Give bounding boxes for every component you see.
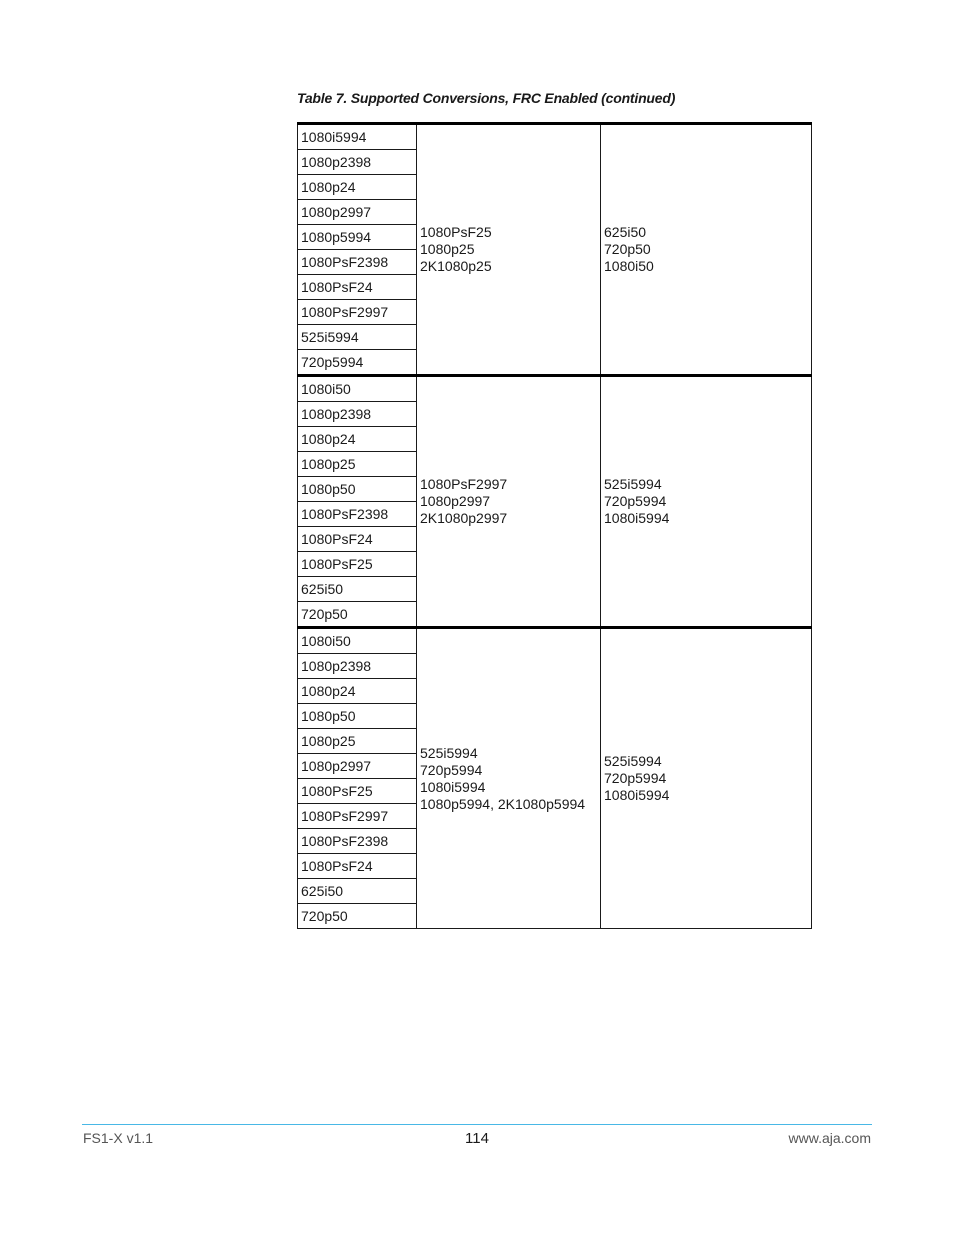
source-format-cell: 1080p2997: [298, 200, 417, 225]
format-line: 720p50: [604, 241, 651, 257]
source-format-cell: 1080i50: [298, 376, 417, 402]
table-row: [298, 124, 812, 150]
footer-page-number: 114: [465, 1130, 489, 1147]
format-line: 720p5994: [604, 493, 667, 509]
source-format-cell: 1080PsF2997: [298, 300, 417, 325]
source-format-cell: 720p50: [298, 602, 417, 628]
footer-rule: [82, 1124, 872, 1125]
source-format-cell: 1080PsF24: [298, 527, 417, 552]
source-format-cell: 1080p24: [298, 175, 417, 200]
source-format-cell: 1080i5994: [298, 124, 417, 150]
source-format-cell: 1080p2398: [298, 654, 417, 679]
format-line: 1080p2997: [420, 493, 491, 509]
converted-formats-cell: [417, 376, 601, 628]
source-format-cell: 1080p2398: [298, 402, 417, 427]
source-format-cell: 1080PsF2997: [298, 804, 417, 829]
conversion-group: [298, 628, 812, 929]
format-line: 525i5994: [604, 476, 662, 492]
alternate-formats-cell: [601, 628, 812, 929]
converted-formats-cell: [417, 628, 601, 929]
converted-formats-cell: [417, 124, 601, 376]
table-caption: Table 7. Supported Conversions, FRC Enabled (continued): [297, 90, 676, 106]
source-format-cell: 1080PsF2398: [298, 502, 417, 527]
format-line: 1080i5994: [604, 787, 670, 803]
format-line: 2K1080p2997: [420, 510, 508, 526]
source-format-cell: 1080p5994: [298, 225, 417, 250]
source-format-cell: 525i5994: [298, 325, 417, 350]
source-format-cell: 1080p50: [298, 704, 417, 729]
table-row: [298, 628, 812, 654]
source-format-cell: 720p5994: [298, 350, 417, 376]
format-line: 1080i5994: [604, 510, 670, 526]
source-format-cell: 1080p24: [298, 679, 417, 704]
format-line: 2K1080p25: [420, 258, 492, 274]
source-format-cell: 1080PsF24: [298, 854, 417, 879]
alternate-formats-cell: [601, 376, 812, 628]
format-line: 1080p25: [420, 241, 475, 257]
source-format-cell: 1080PsF2398: [298, 250, 417, 275]
source-format-cell: 1080p25: [298, 729, 417, 754]
format-line: 1080i50: [604, 258, 654, 274]
alternate-formats-cell: [601, 124, 812, 376]
source-format-cell: 1080PsF25: [298, 552, 417, 577]
format-line: 525i5994: [420, 744, 478, 761]
source-format-cell: 1080p2997: [298, 754, 417, 779]
table-row: [298, 376, 812, 402]
conversion-group: [298, 124, 812, 376]
format-line: 720p5994: [604, 770, 667, 786]
source-format-cell: 625i50: [298, 879, 417, 904]
source-format-cell: 625i50: [298, 577, 417, 602]
format-line: 1080PsF2997: [420, 476, 508, 492]
source-format-cell: 1080PsF2398: [298, 829, 417, 854]
source-format-cell: 1080PsF25: [298, 779, 417, 804]
format-line: 525i5994: [604, 753, 662, 769]
source-format-cell: 1080i50: [298, 628, 417, 654]
source-format-cell: 1080PsF24: [298, 275, 417, 300]
format-line: 1080p5994, 2K1080p5994: [420, 795, 586, 812]
source-format-cell: 1080p2398: [298, 150, 417, 175]
source-format-cell: 1080p50: [298, 477, 417, 502]
footer-doc-version: FS1-X v1.1: [83, 1130, 154, 1146]
format-line: 1080i5994: [420, 778, 486, 795]
format-line: 625i50: [604, 224, 647, 240]
format-line: 720p5994: [420, 761, 483, 778]
footer-website: www.aja.com: [788, 1130, 871, 1146]
conversion-group: [298, 376, 812, 628]
conversions-table: [297, 122, 812, 929]
source-format-cell: 720p50: [298, 904, 417, 929]
source-format-cell: 1080p25: [298, 452, 417, 477]
format-line: 1080PsF25: [420, 224, 492, 240]
source-format-cell: 1080p24: [298, 427, 417, 452]
